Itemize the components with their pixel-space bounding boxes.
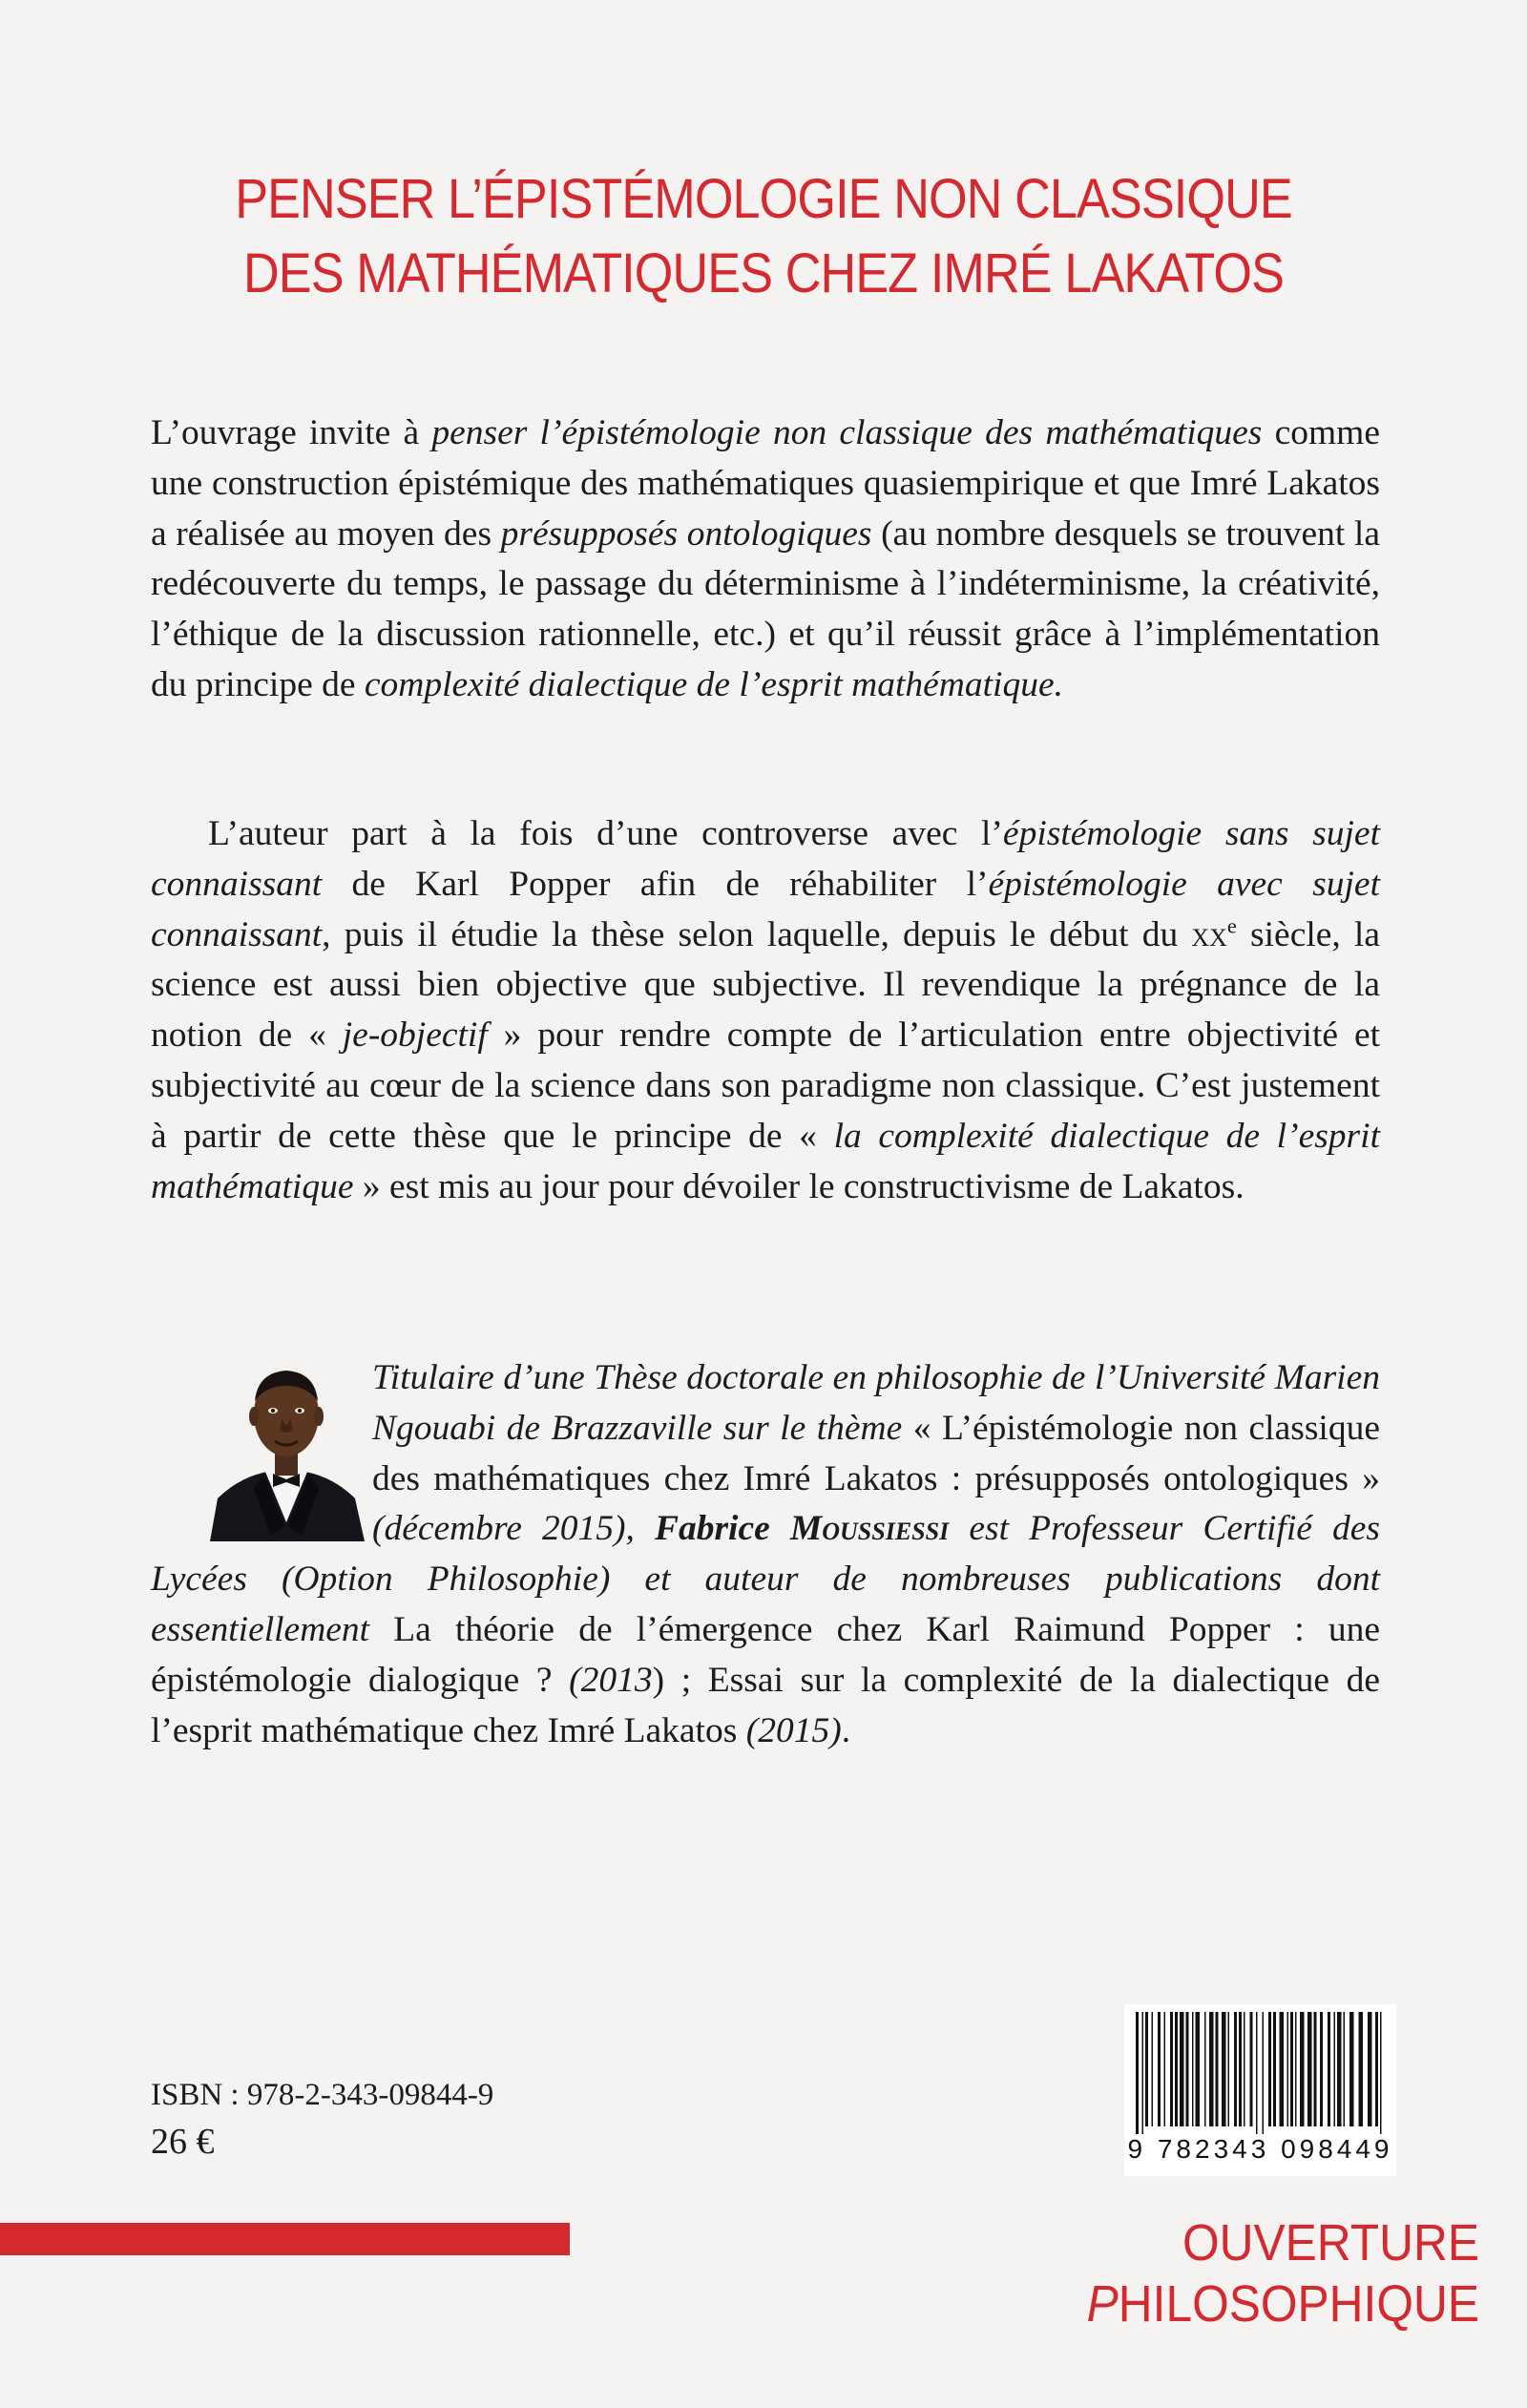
- italic-run: penser l’épistémologie non classique des mathématiques: [431, 413, 1263, 452]
- text-run: « L’épistémologie non classique des mathématiques chez Imré Lakatos : présupposés ontologiques »: [372, 1408, 1380, 1498]
- collection-initial: P: [1086, 2275, 1119, 2333]
- collection-part: OUVERTURE: [1182, 2214, 1479, 2272]
- barcode-bar: [1349, 2012, 1354, 2126]
- title-line-2: DES MATHÉMATIQUES CHEZ IMRÉ LAKATOS: [243, 242, 1284, 304]
- barcode-bar: [1328, 2012, 1330, 2126]
- red-accent-bar: [0, 2223, 570, 2255]
- barcode-bar: [1158, 2012, 1161, 2126]
- barcode-bar: [1152, 2012, 1154, 2126]
- italic-run: la complexité dialectique de l’esprit mathématique: [151, 1116, 1380, 1206]
- italic-run: (décembre 2015),: [372, 1509, 655, 1549]
- text-run: » est mis au jour pour dévoiler le constructivisme de Lakatos.: [353, 1166, 1245, 1206]
- barcode-bar: [1204, 2012, 1206, 2126]
- text-run: » pour rendre compte de l’articulation entre objectivité et subjectivité au cœur de la science dans son paradigme non classique. C’est justement à partir de cette thèse que le principe de «: [151, 1016, 1381, 1156]
- barcode-bar: [1359, 2012, 1364, 2126]
- title-line-1: PENSER L’ÉPISTÉMOLOGIE NON CLASSIQUE: [235, 168, 1292, 230]
- century-superscript: e: [1226, 913, 1237, 938]
- text-run: ) ; Essai sur la complexité de la dialectique de l’esprit mathématique chez Imré Lakatos: [151, 1660, 1381, 1750]
- italic-run: Titulaire d’une Thèse doctorale en philosophie de l’Université Marien Ngouabi de Brazzaville sur le thème: [372, 1358, 1380, 1448]
- author-last-name: Moussiessi: [789, 1509, 950, 1549]
- barcode-bars-icon: [1124, 2004, 1396, 2138]
- barcode-bar: [1320, 2012, 1323, 2126]
- barcode-bar: [1287, 2012, 1289, 2126]
- barcode-bar: [1222, 2012, 1226, 2126]
- barcode-bar: [1273, 2012, 1276, 2126]
- italic-run: présupposés ontologiques: [500, 513, 872, 554]
- barcode-bar: [1164, 2012, 1166, 2126]
- barcode-bar: [1228, 2012, 1230, 2126]
- barcode-bar: [1314, 2012, 1317, 2126]
- barcode-bar: [1307, 2012, 1312, 2126]
- barcode-bar: [1192, 2012, 1194, 2126]
- price-label: 26 €: [151, 2122, 215, 2162]
- barcode-bar: [1145, 2012, 1148, 2126]
- summary-paragraph-2: [151, 809, 1380, 1212]
- barcode-bar: [1175, 2012, 1178, 2126]
- barcode-bar: [1368, 2012, 1372, 2126]
- text-run: La théorie de l’émergence chez Karl Raimund Popper : une épistémologie dialogique ?: [151, 1609, 1380, 1700]
- italic-run: épistémologie avec sujet connaissant: [151, 864, 1380, 954]
- barcode-bar: [1180, 2012, 1184, 2126]
- barcode-bar: [1239, 2012, 1242, 2126]
- italic-run: (2013: [569, 1660, 653, 1700]
- barcode-bar: [1300, 2012, 1305, 2126]
- summary-paragraph-1: [151, 408, 1380, 711]
- text-run: L’ouvrage invite à: [151, 413, 432, 452]
- author-first-name: Fabrice: [654, 1509, 790, 1549]
- italic-run: complexité dialectique de l’esprit mathématique.: [364, 664, 1063, 704]
- century-numeral: xx: [1191, 914, 1227, 954]
- barcode-bar: [1244, 2012, 1245, 2126]
- text-run: de Karl Popper afin de réhabiliter l’: [322, 864, 989, 904]
- isbn-label: ISBN : 978-2-343-09844-9: [151, 2078, 494, 2112]
- barcode-bar: [1375, 2012, 1378, 2126]
- barcode-bar: [1170, 2012, 1173, 2126]
- barcode-bar: [1295, 2012, 1297, 2126]
- barcode-bar: [1280, 2012, 1285, 2126]
- text-run: (au nombre desquels se trouvent la redécouverte du temps, le passage du déterminisme à l’indéterminisme, la créativité, l’éthique de la discussion rationnelle, etc.) et qu’il réussit grâce à l’implémentation du principe de: [151, 513, 1380, 704]
- text-run: comme une construction épistémique des mathématiques quasiempirique et que Imré Lakatos a réalisée au moyen des: [151, 413, 1380, 554]
- barcode-bar: [1337, 2012, 1342, 2126]
- barcode-bar: [1380, 2012, 1382, 2138]
- barcode-bar: [1234, 2012, 1237, 2126]
- collection-part: HILOSOPHIQUE: [1118, 2275, 1479, 2333]
- text-run: siècle, la science est aussi bien objective que subjective. Il revendique la prégnance de la notion de «: [151, 914, 1380, 1056]
- barcode-bar: [1256, 2012, 1258, 2138]
- italic-run: (2015): [745, 1710, 842, 1750]
- italic-run: est Professeur Certifié des Lycées (Option Philosophie) et auteur de nombreuses publications dont essentiellement: [151, 1509, 1380, 1649]
- author-bio: [151, 1353, 1380, 1756]
- barcode-bar: [1209, 2012, 1214, 2126]
- text-run: .: [841, 1710, 851, 1750]
- text-run: L’auteur part à la fois d’une controverse avec l’: [208, 814, 1003, 853]
- barcode-bar: [1142, 2012, 1144, 2138]
- barcode-bar: [1216, 2012, 1219, 2126]
- barcode-bar: [1334, 2012, 1336, 2126]
- barcode-bar: [1186, 2012, 1189, 2126]
- barcode-bar: [1250, 2012, 1253, 2126]
- barcode-bar: [1196, 2012, 1201, 2126]
- barcode-bar: [1344, 2012, 1346, 2126]
- barcode-bar: [1268, 2012, 1271, 2126]
- barcode-bar: [1136, 2012, 1139, 2138]
- italic-run: je-objectif: [342, 1016, 488, 1056]
- barcode-digits: 9 782343 098449: [1124, 2134, 1396, 2165]
- barcode-bar: [1263, 2012, 1265, 2138]
- italic-run: épistémologie sans sujet connaissant: [151, 814, 1380, 904]
- collection-name: [847, 2212, 1479, 2335]
- barcode-bar: [1290, 2012, 1293, 2126]
- book-title: [179, 162, 1348, 311]
- text-run: , puis il étudie la thèse selon laquelle, depuis le début du: [322, 914, 1192, 954]
